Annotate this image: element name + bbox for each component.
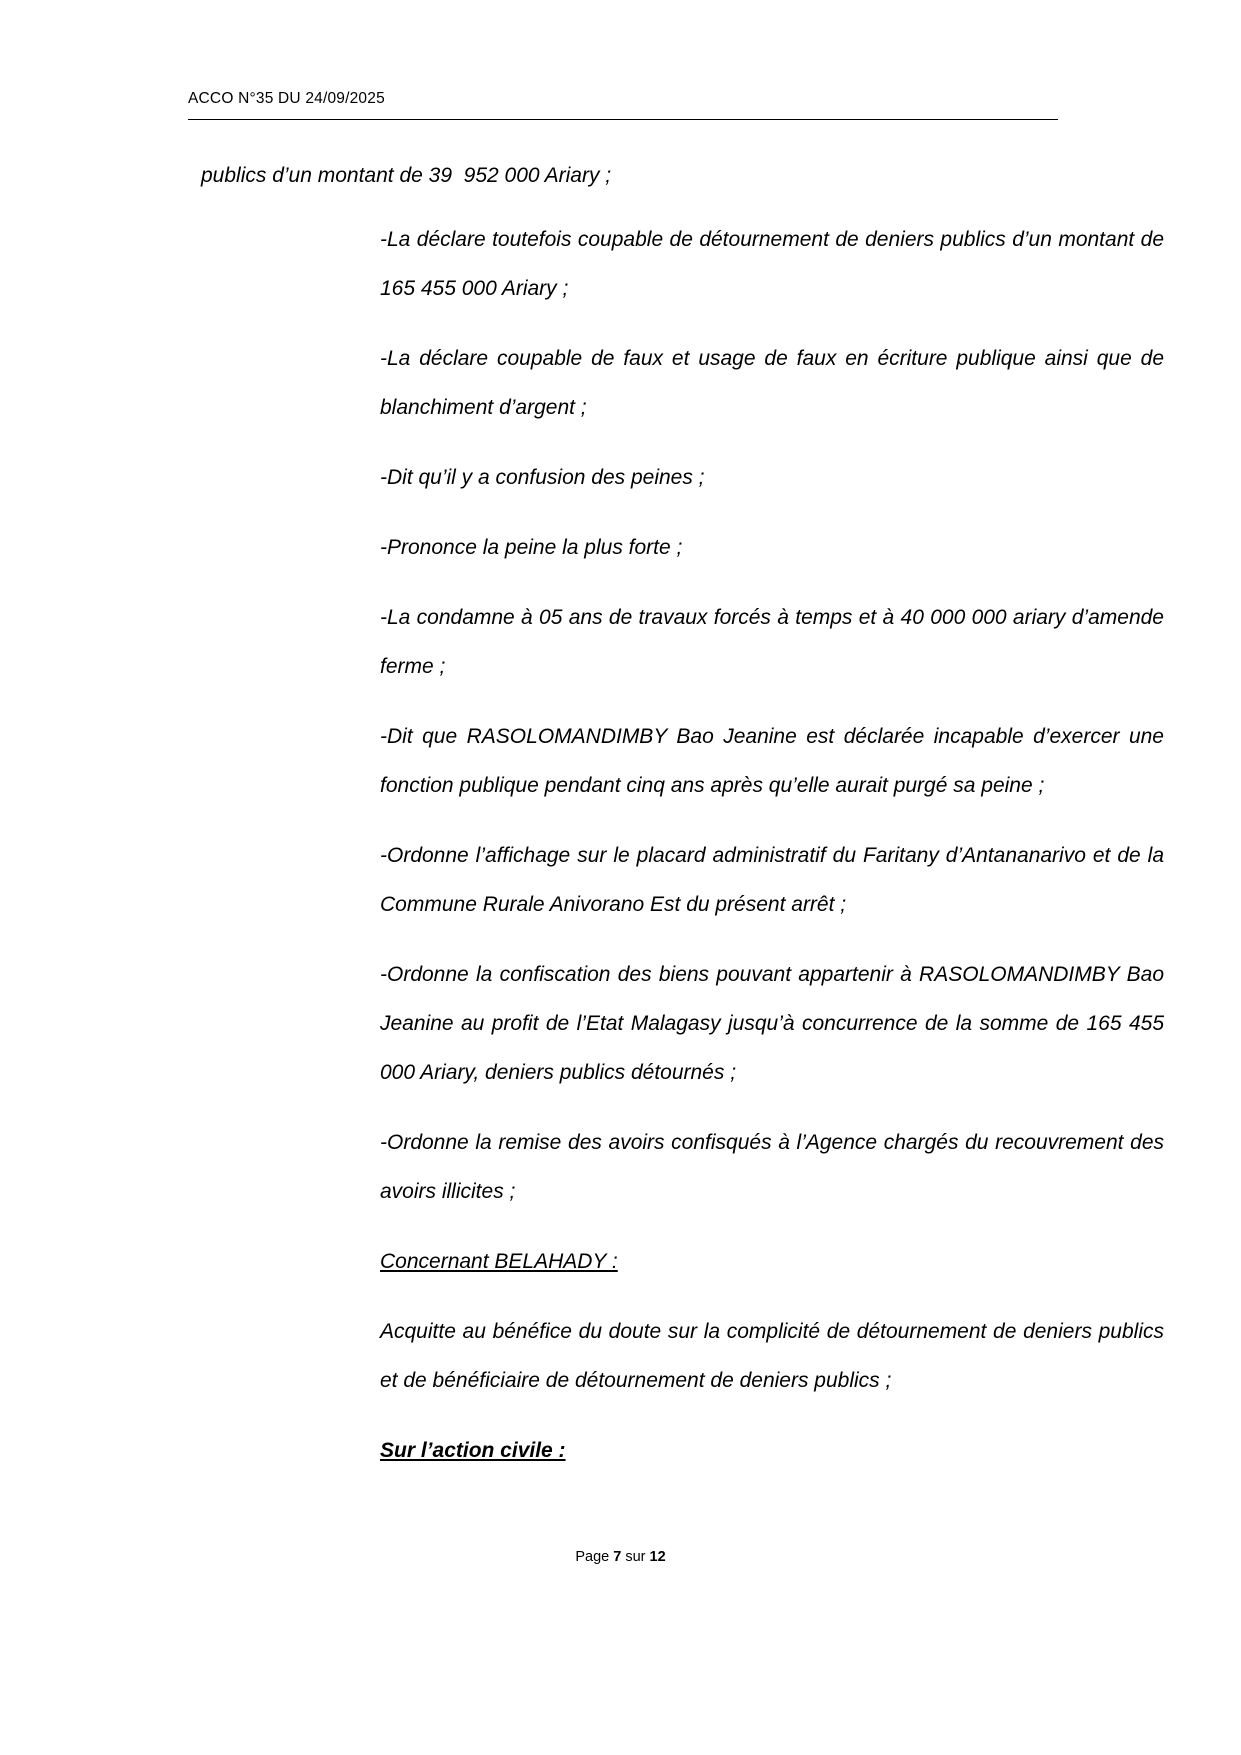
- page-footer: [0, 1549, 1241, 1565]
- clause-paragraph: -La condamne à 05 ans de travaux forcés à temps et à 40 000 000 ariary d’amende ferme ;: [380, 606, 1164, 678]
- total-pages: 12: [649, 1549, 666, 1565]
- clause-paragraph: -Dit que RASOLOMANDIMBY Bao Jeanine est déclarée incapable d’exercer une fonction publique pendant cinq ans après qu’elle aurait purgé sa peine ;: [380, 725, 1164, 797]
- page-word: Page: [575, 1549, 610, 1565]
- civil-action-heading: [380, 1426, 1164, 1475]
- verdict-clauses: [380, 215, 1164, 1496]
- clause-paragraph: -Prononce la peine la plus forte ;: [380, 536, 683, 559]
- clause-paragraph: -Ordonne la remise des avoirs confisqués à l’Agence chargés du recouvrement des avoirs illicites ;: [380, 1131, 1164, 1203]
- section-paragraph: Acquitte au bénéfice du doute sur la complicité de détournement de deniers publics et de bénéficiaire de détournement de deniers publics ;: [380, 1320, 1164, 1392]
- of-word: sur: [625, 1549, 646, 1565]
- civil-action-heading-text: Sur l’action civile :: [380, 1439, 566, 1462]
- page-header: [188, 90, 1058, 120]
- document-reference: ACCO N°35 DU 24/09/2025: [188, 90, 385, 107]
- clause-paragraph: -La déclare toutefois coupable de détournement de deniers publics d’un montant de 165 455 000 Ariary ;: [380, 228, 1164, 300]
- clause-paragraph: -Ordonne l’affichage sur le placard administratif du Faritany d’Antananarivo et de la Commune Rurale Anivorano Est du présent arrêt ;: [380, 844, 1164, 916]
- page-number: 7: [613, 1549, 622, 1565]
- clause-paragraph: -La déclare coupable de faux et usage de faux en écriture publique ainsi que de blanchiment d’argent ;: [380, 347, 1164, 419]
- section-heading: [380, 1237, 1164, 1286]
- clause-paragraph: -Dit qu’il y a confusion des peines ;: [380, 466, 705, 489]
- continuation-line: publics d’un montant de 39 952 000 Ariary ;: [201, 164, 612, 187]
- section-heading-text: Concernant BELAHADY :: [380, 1250, 618, 1273]
- clause-paragraph: -Ordonne la confiscation des biens pouvant appartenir à RASOLOMANDIMBY Bao Jeanine au profit de l’Etat Malagasy jusqu’à concurrence de la somme de 165 455 000 Ariary, deniers publics détournés ;: [380, 963, 1164, 1084]
